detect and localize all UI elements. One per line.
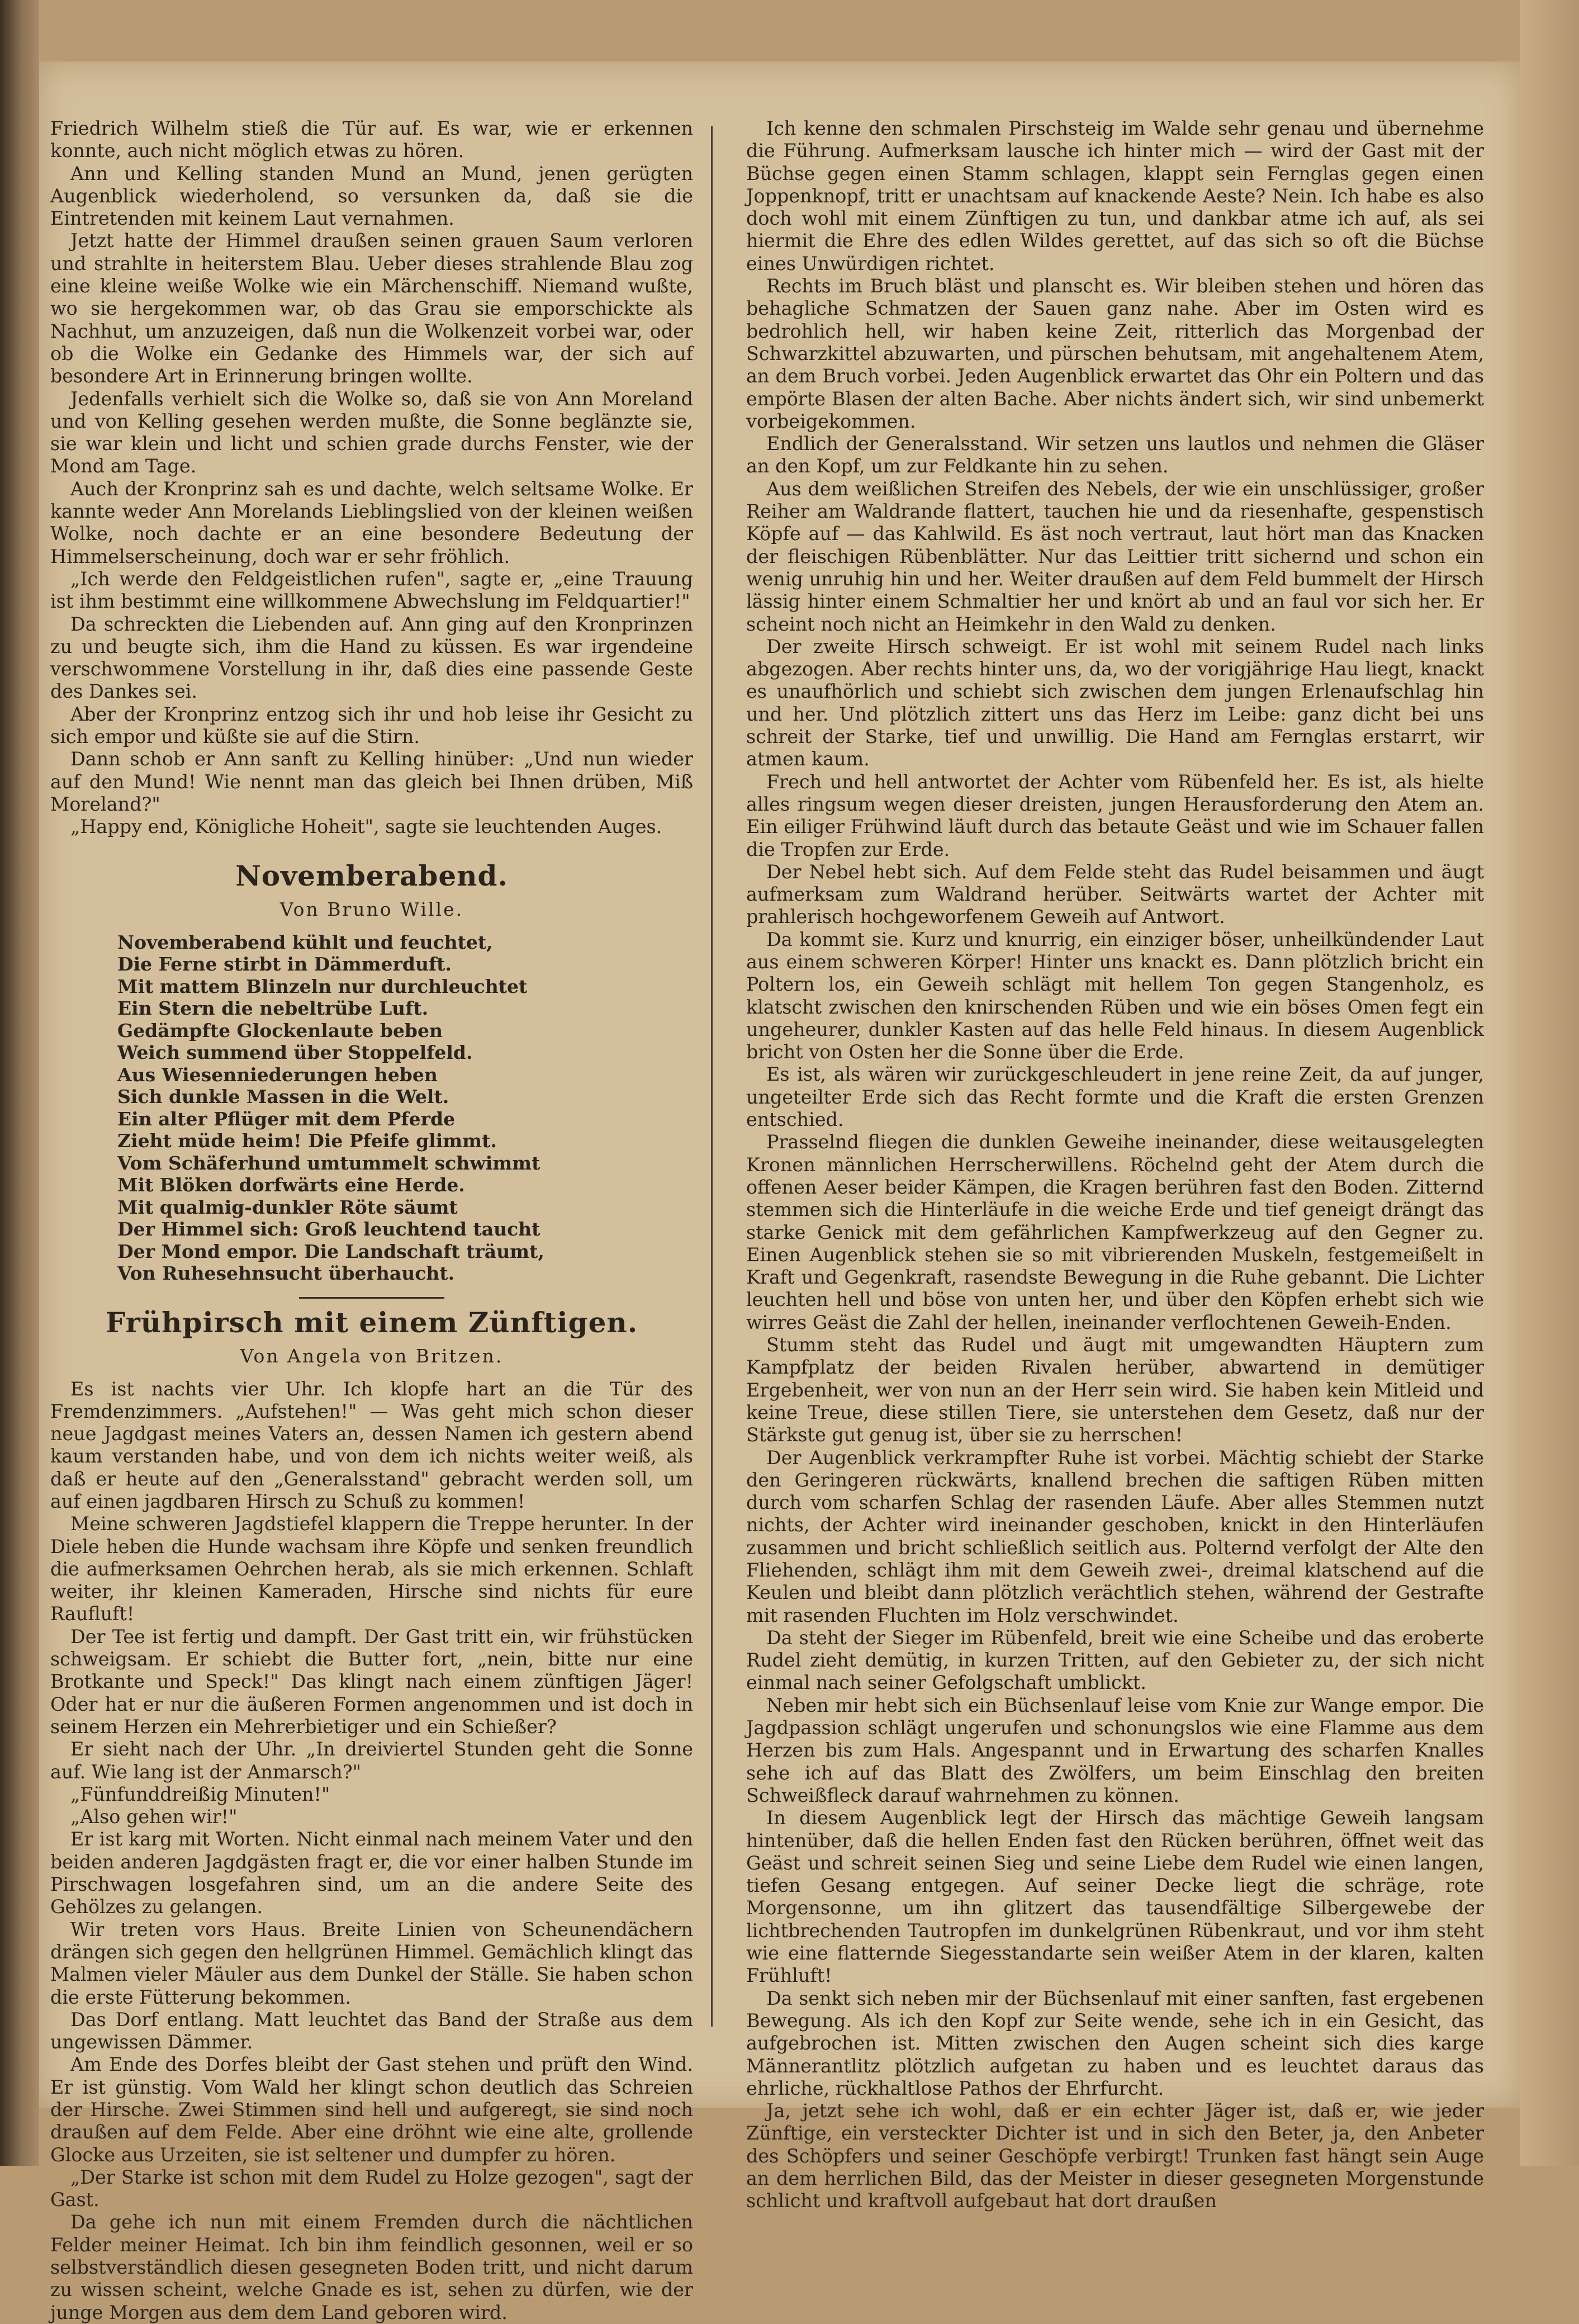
paragraph: Da schreckten die Liebenden auf. Ann ging auf den Kronprinzen zu und beugte sich, ihm die Hand zu küssen. Es war irgendeine verschwommene Vorstellung in ihr, daß dies eine passende Geste des Dankes sei.	[50, 613, 693, 703]
paragraph: Der Tee ist fertig und dampft. Der Gast tritt ein, wir frühstücken schweigsam. Er schiebt die Butter fort, „nein, bitte nur eine Brotkante und Speck!" Das klingt nach einem zünftigen Jäger! Oder hat er nur die äußeren Formen angenommen und ist doch in seinem Herzen ein Mehrerbietiger und ein Schießer?	[50, 1625, 693, 1738]
paragraph: Neben mir hebt sich ein Büchsenlauf leise vom Knie zur Wange empor. Die Jagdpassion schlägt ungerufen und schonungslos wie eine Flamme aus dem Herzen bis zum Hals. Angespannt und in Erwartung des scharfen Knalles sehe ich auf das Blatt des Zwölfers, um beim Einschlag den breiten Schweißfleck darauf wahrnehmen zu können.	[746, 1694, 1484, 1806]
paragraph: Da gehe ich nun mit einem Fremden durch die nächtlichen Felder meiner Heimat. Ich bin ihm feindlich gesonnen, weil er so selbstverständlich diesen gesegneten Boden tritt, und nicht darum zu wissen scheint, welche Gnade es ist, sehen zu dürfen, wie der junge Morgen aus dem dem Land geboren wird.	[50, 2211, 693, 2323]
paragraph: Aus dem weißlichen Streifen des Nebels, der wie ein unschlüssiger, großer Reiher am Waldrande flattert, tauchen hie und da riesenhafte, gespenstisch Köpfe auf — das Kahlwild. Es äst noch vertraut, laut hört man das Knacken der fleischigen Rübenblätter. Nur das Leittier tritt sichernd und schon ein wenig unruhig hin und her. Weiter draußen auf dem Feld bummelt der Hirsch lässig hinter einem Schmaltier her und knört ab und an faul vor sich her. Er scheint noch nicht an Heimkehr in den Wald zu denken.	[746, 477, 1484, 635]
paragraph: Jetzt hatte der Himmel draußen seinen grauen Saum verloren und strahlte in heiterstem Blau. Ueber dieses strahlende Blau zog eine kleine weiße Wolke wie ein Märchenschiff. Niemand wußte, wo sie hergekommen war, ob das Grau sie emporschickte als Nachhut, um anzuzeigen, daß nun die Wolkenzeit vorbei war, oder ob die Wolke ein Gedanke des Himmels war, der sich auf besondere Art in Erinnerung bringen wollte.	[50, 230, 693, 387]
paragraph: „Happy end, Königliche Hoheit", sagte sie leuchtenden Auges.	[70, 816, 662, 838]
poem-line: Gedämpfte Glockenlaute beben	[117, 1019, 443, 1042]
poem-line: Von Ruhesehnsucht überhaucht.	[117, 1262, 455, 1284]
paragraph: In diesem Augenblick legt der Hirsch das mächtige Geweih langsam hintenüber, daß die hellen Enden fast den Rücken berühren, öffnet weit das Geäst und schreit seinen Sieg und seine Liebe dem Rudel wie einen langen, tiefen Gesang entgegen. Auf seiner Decke liegt die schräge, rote Morgensonne, um ihn glitzert das tausendfältige Silbergewebe der lichtbrechenden Tautropfen im dunkelgrünen Rübenkraut, und vor ihm steht wie eine flatternde Siegesstandarte sein weißer Atem in der klaren, kalten Frühluft!	[746, 1807, 1484, 1987]
page-edge	[1520, 0, 1579, 2166]
poem-line: Mit qualmig-dunkler Röte säumt	[117, 1196, 458, 1218]
left-column	[50, 117, 693, 2323]
paragraph: Endlich der Generalsstand. Wir setzen uns lautlos und nehmen die Gläser an den Kopf, um zur Feldkante hin zu sehen.	[746, 433, 1484, 477]
poem-line: Novemberabend kühlt und feuchtet,	[117, 931, 493, 953]
paragraph: Da steht der Sieger im Rübenfeld, breit wie eine Scheibe und das eroberte Rudel zieht demütig, in kurzen Tritten, auf den Gebieter zu, der sich nicht einmal nach seiner Gefolgschaft umblickt.	[746, 1626, 1484, 1694]
poem-line: Sich dunkle Massen in die Welt.	[117, 1086, 449, 1107]
poem-body	[50, 931, 693, 1285]
paragraph: Der zweite Hirsch schweigt. Er ist wohl mit seinem Rudel nach links abgezogen. Aber rechts hinter uns, da, wo der vorigjährige Hau liegt, knackt es unaufhörlich und schiebt sich zwischen dem jungen Erlenaufschlag hin und her. Und plötzlich zittert uns das Herz im Leibe: ganz dicht bei uns schreit der Starke, tief und unwillig. Die Hand am Fernglas erstarrt, wir atmen kaum.	[746, 635, 1484, 770]
poem-byline: Von Bruno Wille.	[279, 898, 464, 920]
poem-line: Ein Stern die nebeltrübe Luft.	[117, 997, 429, 1019]
paragraph: „Also gehen wir!"	[70, 1806, 238, 1828]
paragraph: Wir treten vors Haus. Breite Linien von Scheunendächern drängen sich gegen den hellgrünen Himmel. Gemächlich klingt das Malmen vieler Mäuler aus dem Dunkel der Ställe. Sie haben schon die erste Fütterung bekommen.	[50, 1918, 693, 2008]
story-title: Frühpirsch mit einem Zünftigen.	[105, 1305, 638, 1339]
paragraph: Am Ende des Dorfes bleibt der Gast stehen und prüft den Wind. Er ist günstig. Vom Wald her klingt schon deutlich das Schreien der Hirsche. Zwei Stimmen sind hell und aufgeregt, sie sind noch draußen auf dem Felde. Aber eine dröhnt wie eine alte, grollende Glocke aus Urzeiten, sie ist seltener und dumpfer zu hören.	[50, 2053, 693, 2166]
poem-line: Vom Schäferhund umtummelt schwimmt	[117, 1152, 540, 1174]
paragraph: Prasselnd fliegen die dunklen Geweihe ineinander, diese weitausgelegten Kronen männlichen Herrscherwillens. Röchelnd geht der Atem durch die offenen Aeser beider Kämpen, die Kragen berühren fast den Boden. Zitternd stemmen sich die Hinterläufe in die weiche Erde und tief geneigt drängt das starke Genick mit dem gefährlichen Kampfwerkzeug auf den Gegner zu. Einen Augenblick stehen sie so mit vibrierenden Muskeln, festgemeißelt in Kraft und Gegenkraft, rasendste Bewegung in die Ruhe gebannt. Die Lichter leuchten hell und böse von unten her, und über den Köpfen erhebt sich wie wirres Geäst die Zahl der hellen, ineinander verflochtenen Geweih-Enden.	[746, 1131, 1484, 1333]
paragraph: Meine schweren Jagdstiefel klappern die Treppe herunter. In der Diele heben die Hunde wachsam ihre Köpfe und senken freundlich die aufmerksamen Oehrchen herab, als sie mich erkennen. Schlaft weiter, ihr kleinen Kameraden, Hirsche sind nichts für eure Raufluft!	[50, 1513, 693, 1625]
paragraph: Frech und hell antwortet der Achter vom Rübenfeld her. Es ist, als hielte alles ringsum wegen dieser dreisten, jungen Herausforderung den Atem an. Ein eiliger Frühwind läuft durch das betaute Geäst und wie im Schauer fallen die Tropfen zur Erde.	[746, 770, 1484, 860]
paragraph: Der Nebel hebt sich. Auf dem Felde steht das Rudel beisammen und äugt aufmerksam zum Waldrand herüber. Seitwärts wartet der Achter mit prahlerisch hochgeworfenem Geweih auf Antwort.	[746, 860, 1484, 928]
paragraph: Er ist karg mit Worten. Nicht einmal nach meinem Vater und den beiden anderen Jagdgästen fragt er, die vor einer halben Stunde im Pirschwagen losgefahren sind, um an die andere Seite des Gehölzes zu gelangen.	[50, 1828, 693, 1918]
poem-title: Novemberabend.	[235, 859, 508, 892]
paragraph: Ich kenne den schmalen Pirschsteig im Walde sehr genau und übernehme die Führung. Aufmerksam lausche ich hinter mich — wird der Gast mit der Büchse gegen einen Stamm schlagen, klappt sein Fernglas gegen einen Joppenknopf, tritt er unachtsam auf knackende Aeste? Nein. Ich habe es also doch wohl mit einem Zünftigen zu tun, und dankbar atme ich auf, als sei hiermit die Ehre des edlen Wildes gerettet, auf das sich so oft die Büchse eines Unwürdigen richtet.	[746, 117, 1484, 274]
paragraph: Rechts im Bruch bläst und planscht es. Wir bleiben stehen und hören das behagliche Schmatzen der Sauen ganz nahe. Aber im Osten wird es bedrohlich hell, wir haben keine Zeit, ritterlich das Morgenbad der Schwarzkittel abzuwarten, und pürschen behutsam, mit angehaltenem Atem, an dem Bruch vorbei. Jeden Augenblick erwartet das Ohr ein Poltern und das empörte Blasen der alten Bache. Aber nichts ändert sich, wir sind unbemerkt vorbeigekommen.	[746, 275, 1484, 432]
poem-line: Der Himmel sich: Groß leuchtend taucht	[117, 1218, 540, 1240]
right-column	[746, 117, 1484, 2212]
paragraph: Der Augenblick verkrampfter Ruhe ist vorbei. Mächtig schiebt der Starke den Geringeren rückwärts, knallend brechen die saftigen Rüben mitten durch vom scharfen Schlag der rasenden Läufe. Aber alles Stemmen nutzt nichts, der Achter wird ineinander geschoben, knickt in den Hinterläufen zusammen und bricht schließlich seitlich aus. Polternd verfolgt der Alte den Fliehenden, schlägt ihm mit dem Geweih zwei-, dreimal klatschend auf die Keulen und bleibt dann plötzlich verächtlich stehen, während der Gestrafte mit rasenden Fluchten im Holz verschwindet.	[746, 1446, 1484, 1626]
poem-line: Weich summend über Stoppelfeld.	[117, 1042, 473, 1063]
story-byline: Von Angela von Britzen.	[240, 1345, 504, 1367]
poem-line: Die Ferne stirbt in Dämmerduft.	[117, 953, 452, 975]
paragraph: „Der Starke ist schon mit dem Rudel zu Holze gezogen", sagt der Gast.	[50, 2166, 693, 2211]
paragraph: „Ich werde den Feldgeistlichen rufen", sagte er, „eine Trauung ist ihm bestimmt eine willkommene Abwechslung im Feldquartier!"	[50, 567, 693, 613]
paragraph: „Fünfunddreißig Minuten!"	[70, 1783, 330, 1805]
paragraph: Stumm steht das Rudel und äugt mit umgewandten Häuptern zum Kampfplatz der beiden Rivalen herüber, abwartend in demütiger Ergebenheit, wer von nun an der Herr sein wird. Sie haben kein Mitleid und keine Treue, diese stillen Tiere, sie unterstehen dem Gesetz, daß nur der Stärkste gut genug ist, über sie zu herrschen!	[746, 1334, 1484, 1446]
column-divider	[711, 126, 713, 2027]
paragraph: Da senkt sich neben mir der Büchsenlauf mit einer sanften, fast ergebenen Bewegung. Als ich den Kopf zur Seite wende, sehe ich in ein Gesicht, das aufgebrochen ist. Mitten zwischen den Augen scheint sich dies karge Männerantlitz plötzlich aufgetan zu haben und es leuchtet daraus das ehrliche, rückhaltlose Pathos der Ehrfurcht.	[746, 1987, 1484, 2099]
binding-edge	[0, 0, 39, 2166]
paragraph: Aber der Kronprinz entzog sich ihr und hob leise ihr Gesicht zu sich empor und küßte sie auf die Stirn.	[50, 703, 693, 748]
paragraph: Auch der Kronprinz sah es und dachte, welch seltsame Wolke. Er kannte weder Ann Morelands Lieblingslied von der kleinen weißen Wolke, noch dachte er an eine besondere Bedeutung der Himmelserscheinung, doch war er sehr fröhlich.	[50, 477, 693, 567]
paragraph: Friedrich Wilhelm stieß die Tür auf. Es war, wie er erkennen konnte, auch nicht möglich etwas zu hören.	[50, 117, 693, 162]
paragraph: Er sieht nach der Uhr. „In dreiviertel Stunden geht die Sonne auf. Wie lang ist der Anmarsch?"	[50, 1738, 693, 1783]
paragraph: Ann und Kelling standen Mund an Mund, jenen gerügten Augenblick wiederholend, so versunken da, daß sie die Eintretenden mit keinem Laut vernahmen.	[50, 162, 693, 230]
poem-line: Aus Wiesenniederungen heben	[117, 1063, 438, 1086]
poem-line: Mit mattem Blinzeln nur durchleuchtet	[117, 975, 528, 997]
poem-line: Zieht müde heim! Die Pfeife glimmt.	[117, 1130, 497, 1152]
poem-line: Der Mond empor. Die Landschaft träumt,	[117, 1240, 544, 1262]
paragraph: Es ist nachts vier Uhr. Ich klopfe hart an die Tür des Fremdenzimmers. „Aufstehen!" — Was geht mich schon dieser neue Jagdgast meines Vaters an, dessen Namen ich gestern abend kaum verstanden habe, und von dem ich nichts weiter weiß, als daß er heute auf den „Generalsstand" gebracht werden soll, um auf einen jagdbaren Hirsch zu Schuß zu kommen!	[50, 1378, 693, 1512]
poem-line: Mit Blöken dorfwärts eine Herde.	[117, 1174, 465, 1196]
poem-line: Ein alter Pflüger mit dem Pferde	[117, 1107, 456, 1130]
paragraph: Da kommt sie. Kurz und knurrig, ein einziger böser, unheilkündender Laut aus einem schweren Körper! Hinter uns knackt es. Dann plötzlich bricht ein Poltern los, ein Geweih schlägt mit hellem Ton gegen Stangenholz, es klatscht zwischen den knirschenden Rüben und wie ein böses Omen fegt ein ungeheurer, dunkler Kasten auf das helle Feld hinaus. In diesem Augenblick bricht von Osten her die Sonne über die Erde.	[746, 928, 1484, 1063]
section-divider	[299, 1297, 444, 1299]
paragraph: Dann schob er Ann sanft zu Kelling hinüber: „Und nun wieder auf den Mund! Wie nennt man das gleich bei Ihnen drüben, Miß Moreland?"	[50, 748, 693, 815]
paragraph: Es ist, als wären wir zurückgeschleudert in jene reine Zeit, da auf junger, ungeteilter Erde sich das Recht formte und die Kraft die ersten Grenzen entschied.	[746, 1063, 1484, 1131]
paragraph: Ja, jetzt sehe ich wohl, daß er ein echter Jäger ist, daß er, wie jeder Zünftige, ein versteckter Dichter ist und in sich den Beter, ja, den Anbeter des Schöpfers und seiner Geschöpfe verbirgt! Trunken fast hängt sein Auge an dem herrlichen Bild, das der Meister in dieser gesegneten Morgenstunde schlicht und kraftvoll aufgebaut hat dort draußen	[746, 2100, 1484, 2212]
paragraph: Das Dorf entlang. Matt leuchtet das Band der Straße aus dem ungewissen Dämmer.	[50, 2008, 693, 2053]
paragraph: Jedenfalls verhielt sich die Wolke so, daß sie von Ann Moreland und von Kelling gesehen werden mußte, die Sonne beglänzte sie, sie war klein und licht und schien grade durchs Fenster, wie der Mond am Tage.	[50, 387, 693, 477]
